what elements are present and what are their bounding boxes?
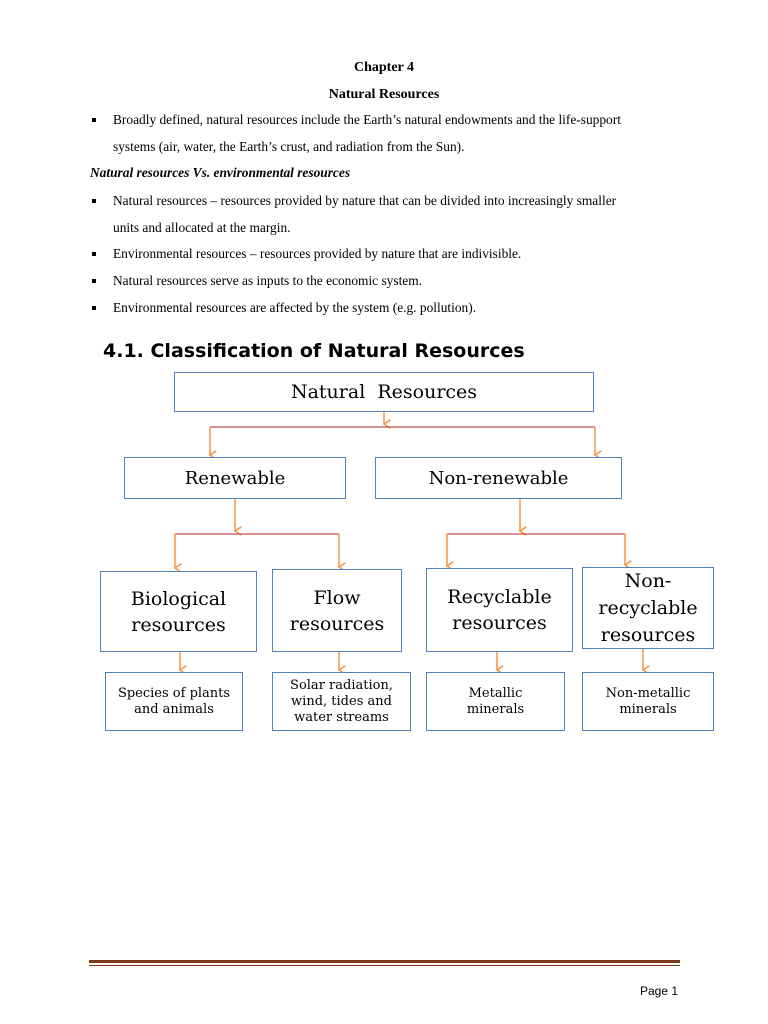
node-biological-line1: Biological: [130, 587, 227, 610]
node-example-nonmetallic: [582, 672, 714, 731]
node-nonrecyclable-line2: recyclable: [598, 596, 698, 619]
node-example-solar-wind: [272, 672, 411, 731]
footer-divider-thin: [89, 965, 680, 966]
comparison-item-3: Natural resources serve as inputs to the economic system.: [113, 273, 423, 288]
node-flow-line2: resources: [289, 612, 385, 635]
node-natural-resources: [174, 372, 594, 412]
comparison-item-1-line2: units and allocated at the margin.: [113, 220, 291, 235]
example-2-line2: wind, tides and: [291, 693, 392, 709]
example-3-line2: minerals: [466, 701, 525, 717]
node-natural-resources-label: Natural Resources: [290, 381, 478, 403]
example-1-line2: and animals: [134, 701, 214, 717]
node-nonrenewable: [375, 457, 622, 499]
example-1-line1: Species of plants: [117, 685, 231, 701]
node-nonrecyclable-line3: resources: [600, 623, 696, 646]
chapter-title: Natural Resources: [328, 87, 440, 102]
comparison-item-1-line1: Natural resources – resources provided by nature that can be divided into increasingly smaller: [113, 193, 617, 208]
example-3-line1: Metallic: [468, 685, 523, 701]
intro-bullet-line1: Broadly defined, natural resources include the Earth’s natural endowments and the life-support: [113, 112, 621, 127]
comparison-item-2: Environmental resources – resources provided by nature that are indivisible.: [113, 246, 522, 261]
node-nonrenewable-label: Non-renewable: [428, 467, 569, 489]
node-renewable: [124, 457, 346, 499]
node-recyclable-resources: [426, 568, 573, 652]
comparison-heading: Natural resources Vs. environmental resources: [90, 165, 351, 180]
example-4-line1: Non-metallic: [605, 685, 691, 701]
node-example-plants-animals: [105, 672, 243, 731]
section-title: 4.1. Classification of Natural Resources: [103, 340, 525, 362]
node-flow-line1: Flow: [313, 586, 361, 609]
node-recyclable-line1: Recyclable: [447, 586, 552, 608]
node-biological-resources: [100, 571, 257, 652]
example-2-line1: Solar radiation,: [290, 677, 393, 693]
node-biological-line2: resources: [131, 613, 226, 636]
node-example-metallic: [426, 672, 565, 731]
node-flow-resources: [272, 569, 402, 652]
chapter-label: Chapter 4: [353, 60, 415, 75]
example-4-line2: minerals: [619, 701, 677, 717]
comparison-item-4: Environmental resources are affected by the system (e.g. pollution).: [113, 300, 477, 315]
node-renewable-label: Renewable: [184, 467, 286, 489]
example-2-line3: water streams: [294, 709, 389, 725]
intro-bullet-line2: systems (air, water, the Earth’s crust, and radiation from the Sun).: [113, 139, 465, 154]
node-nonrecyclable-resources: [582, 567, 714, 649]
page-number: Page 1: [640, 984, 679, 998]
node-nonrecyclable-line1: Non-: [624, 569, 672, 592]
node-recyclable-line2: resources: [452, 612, 547, 634]
footer-divider: [89, 960, 680, 963]
